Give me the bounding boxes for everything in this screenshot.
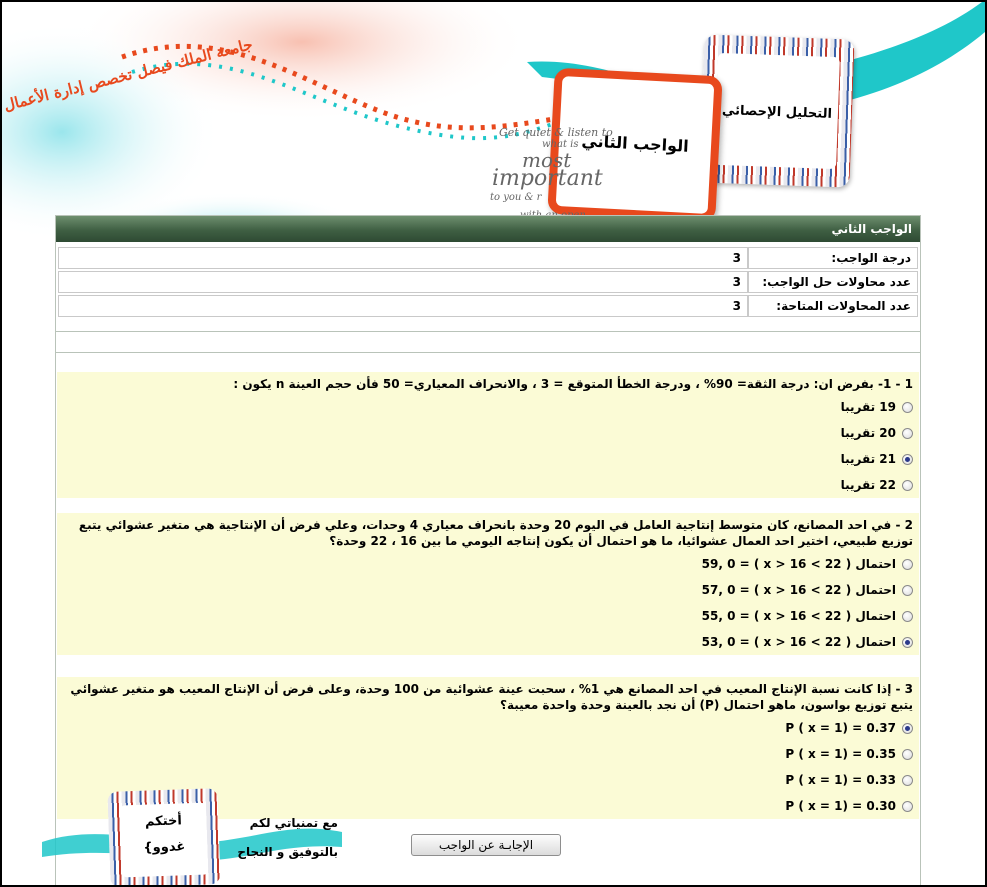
info-value: 3 [58, 295, 748, 317]
submit-answers-button[interactable]: الإجابـة عن الواجب [411, 834, 561, 856]
option-label: 20 تقريبا [840, 426, 896, 440]
info-value: 3 [58, 247, 748, 269]
answer-option[interactable] [57, 394, 919, 420]
answer-option[interactable] [57, 420, 919, 446]
signature-card [107, 788, 220, 887]
option-label: P ( x = 1) = 0.33 [785, 773, 896, 787]
radio-button[interactable] [902, 428, 913, 439]
footer-message-line1: مع تمنياتي لكم [249, 816, 338, 830]
answer-option[interactable] [57, 446, 919, 472]
info-row-grade [58, 247, 918, 269]
info-value: 3 [58, 271, 748, 293]
answer-option[interactable] [57, 715, 919, 741]
section-divider [56, 331, 920, 332]
script-line-4: important [492, 166, 603, 191]
radio-button-selected[interactable] [902, 454, 913, 465]
header-banner [2, 2, 985, 242]
radio-button[interactable] [902, 559, 913, 570]
radio-button[interactable] [902, 585, 913, 596]
option-label: احتمال ( 22 > x > 16 ) = 55, 0 [701, 609, 896, 623]
script-line-5: to you & r [490, 192, 542, 203]
radio-button[interactable] [902, 480, 913, 491]
info-row-attempts [58, 271, 918, 293]
question-text: 3 - إذا كانت نسبة الإنتاج المعيب في احد المصانع هي 1% ، سحبت عينة عشوائية من 100 وحدة، وعلى فرض أن الإنتاج المعيب هو متغير عشوائي يتبع توزيع بواسون، ماهو احتمال (P) أن نجد بالعينة وحدة واحدة معيبة؟ [70, 682, 913, 712]
radio-button-selected[interactable] [902, 637, 913, 648]
info-label: درجة الواجب: [748, 247, 918, 269]
answer-option[interactable] [57, 741, 919, 767]
question-1 [57, 372, 919, 498]
option-label: P ( x = 1) = 0.37 [785, 721, 896, 735]
option-label: 21 تقريبا [840, 452, 896, 466]
radio-button[interactable] [902, 611, 913, 622]
footer-message-line2: بالتوفيق و النجاح [237, 845, 338, 859]
signature-bottom: غدوو} [143, 839, 186, 856]
option-label: احتمال ( 22 > x > 16 ) = 59, 0 [701, 557, 896, 571]
assignment-card-label: الواجب الثاني [581, 131, 690, 156]
radio-button[interactable] [902, 775, 913, 786]
option-label: احتمال ( 22 > x > 16 ) = 57, 0 [701, 583, 896, 597]
option-label: 19 تقريبا [840, 400, 896, 414]
subject-card-label: التحليل الإحصائي [721, 103, 833, 122]
script-line-2: what is [542, 139, 579, 150]
info-row-available [58, 295, 918, 317]
assignment-info-table [58, 245, 918, 319]
option-label: 22 تقريبا [840, 478, 896, 492]
radio-button-selected[interactable] [902, 723, 913, 734]
subject-card [699, 34, 854, 187]
assignment-panel [55, 215, 921, 887]
info-label: عدد محاولات حل الواجب: [748, 271, 918, 293]
question-text: 2 - في احد المصانع، كان متوسط إنتاجية العامل في اليوم 20 وحدة بانحراف معياري 4 وحدات، وعلي فرض أن الإنتاجية هي متغير عشوائي يتبع توزيع طبيعي، اختير احد العمال عشوائيا، ما هو احتمال أن يكون إنتاجه اليومي ما بين 16 ، 22 وحدة؟ [78, 518, 913, 548]
info-label: عدد المحاولات المتاحة: [748, 295, 918, 317]
option-label: P ( x = 1) = 0.35 [785, 747, 896, 761]
option-label: احتمال ( 22 > x > 16 ) = 53, 0 [701, 635, 896, 649]
panel-title: الواجب الثاني [56, 216, 920, 242]
university-title: جامعة الملك فيصل تخصص إدارة الأعمال [2, 35, 255, 115]
script-line-1: Get quiet & listen to [499, 126, 613, 139]
radio-button[interactable] [902, 801, 913, 812]
question-2 [57, 513, 919, 655]
section-divider [56, 352, 920, 353]
answer-option[interactable] [57, 551, 919, 577]
signature-top: أختكم [144, 813, 183, 830]
radio-button[interactable] [902, 402, 913, 413]
answer-option[interactable] [57, 629, 919, 655]
option-label: P ( x = 1) = 0.30 [785, 799, 896, 813]
answer-option[interactable] [57, 603, 919, 629]
answer-option[interactable] [57, 577, 919, 603]
question-text: 1 - 1- بفرض ان: درجة الثقة= 90% ، ودرجة الخطأ المتوقع = 3 ، والانحراف المعياري= 50 فأن حجم العينة n يكون : [233, 377, 913, 391]
answer-option[interactable] [57, 472, 919, 498]
radio-button[interactable] [902, 749, 913, 760]
script-line-3: most [522, 148, 572, 172]
